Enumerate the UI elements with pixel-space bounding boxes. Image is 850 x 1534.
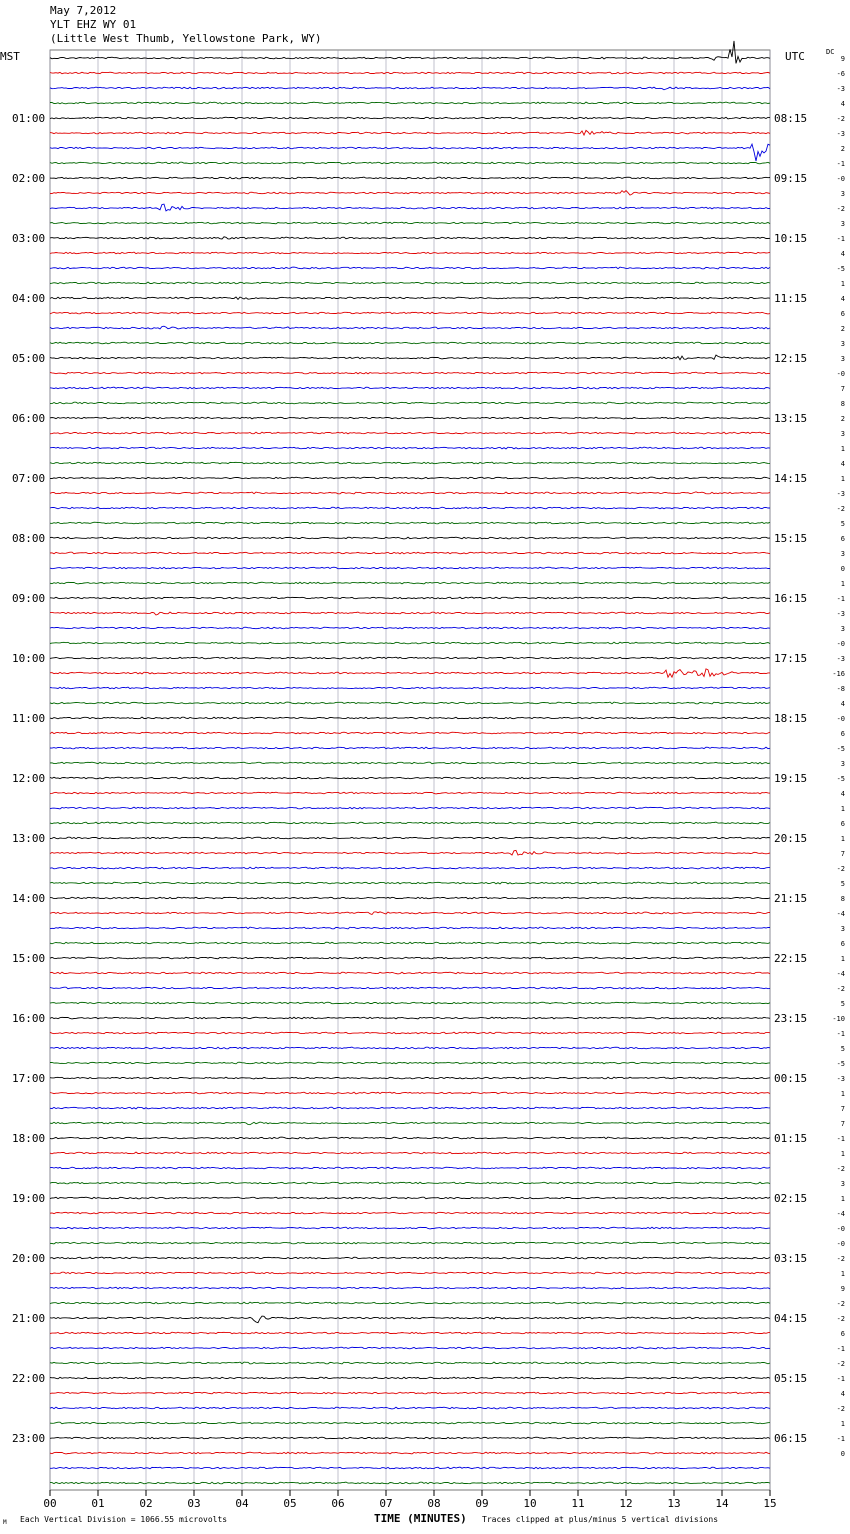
plot-grid [50, 50, 770, 1496]
seismic-traces [50, 41, 770, 1484]
trace-row [50, 1137, 770, 1139]
right-hour-label: 03:15 [774, 1252, 808, 1265]
trace-row [50, 326, 770, 329]
dc-offset-label: -3 [836, 490, 845, 498]
dc-offset-label: -0 [836, 640, 845, 648]
trace-row [50, 1467, 770, 1469]
dc-offset-label: -16 [832, 670, 845, 678]
dc-offset-label: -8 [836, 685, 845, 693]
trace-row [50, 777, 770, 779]
dc-offset-label: -6 [836, 70, 845, 78]
right-hour-label: 10:15 [774, 232, 808, 245]
right-hour-label: 17:15 [774, 652, 808, 665]
trace-row [50, 72, 770, 74]
dc-offset-label: 3 [840, 355, 845, 363]
right-hour-label: 11:15 [774, 292, 808, 305]
trace-row [50, 1212, 770, 1214]
dc-offset-label: 1 [840, 955, 845, 963]
dc-offset-label: -5 [836, 265, 845, 273]
dc-offset-label: -1 [836, 1345, 845, 1353]
dc-offset-label: 9 [840, 55, 845, 63]
trace-row [50, 1122, 770, 1125]
right-timezone-label: UTC [785, 50, 805, 63]
trace-row [50, 897, 770, 899]
left-hour-label: 08:00 [12, 532, 46, 545]
left-hour-label: 20:00 [12, 1252, 46, 1265]
dc-offset-label: 2 [840, 145, 845, 153]
x-tick-label: 08 [427, 1497, 441, 1510]
trace-row [50, 432, 770, 434]
x-tick-label: 02 [139, 1497, 153, 1510]
right-hour-label: 04:15 [774, 1312, 808, 1325]
right-hour-label: 01:15 [774, 1132, 808, 1145]
trace-row [50, 1482, 770, 1484]
trace-row [50, 972, 770, 974]
dc-offset-label: -5 [836, 775, 845, 783]
trace-row [50, 1077, 770, 1079]
trace-row [50, 1107, 770, 1109]
trace-row [50, 267, 770, 269]
x-tick-label: 04 [235, 1497, 249, 1510]
trace-row [50, 1152, 770, 1154]
left-hour-label: 17:00 [12, 1072, 46, 1085]
trace-row [50, 117, 770, 119]
dc-offset-label: -1 [836, 595, 845, 603]
right-hour-label: 09:15 [774, 172, 808, 185]
trace-row [50, 807, 770, 809]
dc-offset-label: 4 [840, 250, 845, 258]
plot-labels [12, 55, 845, 1510]
trace-row [50, 492, 770, 494]
right-hour-label: 02:15 [774, 1192, 808, 1205]
dc-offset-label: 6 [840, 1330, 845, 1338]
left-hour-label: 01:00 [12, 112, 46, 125]
dc-offset-label: 1 [840, 835, 845, 843]
trace-row [50, 102, 770, 104]
trace-row [50, 1197, 770, 1199]
left-hour-label: 15:00 [12, 952, 46, 965]
dc-offset-label: 1 [840, 280, 845, 288]
trace-row [50, 1316, 770, 1323]
x-tick-label: 03 [187, 1497, 201, 1510]
dc-offset-label: 1 [840, 1270, 845, 1278]
trace-row [50, 747, 770, 749]
right-hour-label: 23:15 [774, 1012, 808, 1025]
dc-offset-label: -2 [836, 1405, 845, 1413]
trace-row [50, 191, 770, 196]
trace-row [50, 402, 770, 404]
trace-row [50, 762, 770, 764]
dc-offset-label: -3 [836, 85, 845, 93]
dc-offset-label: 0 [840, 565, 845, 573]
dc-offset-label: -10 [832, 1015, 845, 1023]
trace-row [50, 597, 770, 599]
trace-row [50, 837, 770, 839]
trace-row [50, 1062, 770, 1064]
trace-row [50, 717, 770, 719]
dc-offset-label: 1 [840, 1420, 845, 1428]
trace-row [50, 1092, 770, 1094]
dc-offset-label: 1 [840, 1090, 845, 1098]
dc-offset-label: 6 [840, 730, 845, 738]
dc-offset-label: -5 [836, 1060, 845, 1068]
trace-row [50, 612, 770, 615]
trace-row [50, 1272, 770, 1274]
right-hour-label: 00:15 [774, 1072, 808, 1085]
dc-offset-label: 3 [840, 220, 845, 228]
left-hour-label: 07:00 [12, 472, 46, 485]
x-tick-label: 05 [283, 1497, 297, 1510]
scale-note: Each Vertical Division = 1066.55 microvolts [20, 1515, 228, 1524]
trace-row [50, 957, 770, 959]
left-hour-label: 16:00 [12, 1012, 46, 1025]
dc-offset-label: 4 [840, 1390, 845, 1398]
dc-offset-label: 1 [840, 805, 845, 813]
trace-row [50, 850, 770, 855]
dc-offset-label: 0 [840, 1450, 845, 1458]
left-hour-label: 06:00 [12, 412, 46, 425]
trace-row [50, 1422, 770, 1424]
dc-offset-label: -1 [836, 1030, 845, 1038]
dc-offset-label: -0 [836, 175, 845, 183]
dc-offset-label: 3 [840, 1180, 845, 1188]
trace-row [50, 1437, 770, 1439]
trace-row [50, 1332, 770, 1334]
dc-offset-label: -1 [836, 1435, 845, 1443]
x-tick-label: 13 [667, 1497, 681, 1510]
x-tick-label: 06 [331, 1497, 345, 1510]
left-hour-label: 10:00 [12, 652, 46, 665]
x-tick-label: 11 [571, 1497, 585, 1510]
dc-offset-label: -2 [836, 505, 845, 513]
trace-row [50, 687, 770, 689]
dc-offset-label: 4 [840, 700, 845, 708]
trace-row [50, 462, 770, 464]
x-tick-label: 09 [475, 1497, 489, 1510]
right-hour-label: 20:15 [774, 832, 808, 845]
trace-row [50, 1167, 770, 1169]
dc-offset-label: 1 [840, 445, 845, 453]
trace-row [50, 1227, 770, 1229]
dc-offset-label: 7 [840, 385, 845, 393]
dc-offset-label: 3 [840, 550, 845, 558]
right-hour-label: 15:15 [774, 532, 808, 545]
plot-frame [50, 50, 770, 1490]
dc-offset-label: -0 [836, 1225, 845, 1233]
x-tick-label: 14 [715, 1497, 729, 1510]
dc-offset-label: 8 [840, 400, 845, 408]
left-hour-label: 09:00 [12, 592, 46, 605]
dc-offset-label: -4 [836, 910, 845, 918]
trace-row [50, 1047, 770, 1049]
x-tick-label: 01 [91, 1497, 105, 1510]
dc-offset-label: -2 [836, 865, 845, 873]
trace-row [50, 355, 770, 360]
trace-row [50, 1017, 770, 1019]
dc-offset-label: 6 [840, 310, 845, 318]
x-tick-label: 00 [43, 1497, 57, 1510]
trace-row [50, 237, 770, 239]
trace-row [50, 177, 770, 179]
dc-offset-label: 9 [840, 1285, 845, 1293]
left-hour-label: 21:00 [12, 1312, 46, 1325]
trace-row [50, 882, 770, 884]
dc-offset-label: -4 [836, 970, 845, 978]
dc-offset-label: 3 [840, 625, 845, 633]
right-hour-label: 06:15 [774, 1432, 808, 1445]
trace-row [50, 87, 770, 90]
trace-row [50, 567, 770, 569]
trace-row [50, 1182, 770, 1184]
dc-offset-label: 3 [840, 340, 845, 348]
trace-row [50, 642, 770, 644]
trace-row [50, 1347, 770, 1349]
dc-offset-label: -0 [836, 370, 845, 378]
dc-offset-label: 7 [840, 1120, 845, 1128]
dc-offset-label: 2 [840, 415, 845, 423]
trace-row [50, 1392, 770, 1394]
trace-row [50, 144, 770, 161]
dc-offset-label: -2 [836, 115, 845, 123]
trace-row [50, 162, 770, 164]
right-hour-label: 08:15 [774, 112, 808, 125]
trace-row [50, 1362, 770, 1364]
trace-row [50, 792, 770, 794]
trace-row [50, 942, 770, 944]
x-axis-title: TIME (MINUTES) [374, 1512, 467, 1525]
trace-row [50, 927, 770, 929]
trace-row [50, 987, 770, 989]
trace-row [50, 130, 770, 135]
dc-offset-label: 1 [840, 580, 845, 588]
dc-offset-label: -3 [836, 655, 845, 663]
right-hour-label: 18:15 [774, 712, 808, 725]
left-hour-label: 19:00 [12, 1192, 46, 1205]
trace-row [50, 657, 770, 659]
chart-location: (Little West Thumb, Yellowstone Park, WY) [50, 32, 322, 45]
trace-row [50, 507, 770, 509]
dc-offset-label: -2 [836, 985, 845, 993]
trace-row [50, 222, 770, 224]
dc-offset-label: 5 [840, 520, 845, 528]
trace-row [50, 1287, 770, 1289]
left-hour-label: 05:00 [12, 352, 46, 365]
right-hour-label: 12:15 [774, 352, 808, 365]
trace-row [50, 447, 770, 449]
trace-row [50, 552, 770, 554]
left-hour-label: 13:00 [12, 832, 46, 845]
dc-offset-label: 5 [840, 880, 845, 888]
left-hour-label: 23:00 [12, 1432, 46, 1445]
trace-row [50, 387, 770, 389]
trace-row [50, 1407, 770, 1409]
trace-row [50, 1257, 770, 1259]
trace-row [50, 477, 770, 479]
trace-row [50, 1242, 770, 1244]
x-tick-label: 07 [379, 1497, 393, 1510]
trace-row [50, 1302, 770, 1304]
x-tick-label: 10 [523, 1497, 537, 1510]
trace-row [50, 204, 770, 211]
dc-offset-header: DC [826, 48, 835, 56]
dc-offset-label: 3 [840, 925, 845, 933]
trace-row [50, 702, 770, 704]
dc-offset-label: 1 [840, 475, 845, 483]
dc-offset-label: 4 [840, 295, 845, 303]
dc-offset-label: 4 [840, 790, 845, 798]
left-hour-label: 03:00 [12, 232, 46, 245]
corner-mark: M [3, 1519, 7, 1526]
trace-row [50, 912, 770, 915]
dc-offset-label: -3 [836, 610, 845, 618]
chart-station: YLT EHZ WY 01 [50, 18, 137, 31]
dc-offset-label: -2 [836, 1255, 845, 1263]
dc-offset-label: 5 [840, 1045, 845, 1053]
right-hour-label: 13:15 [774, 412, 808, 425]
dc-offset-label: 3 [840, 430, 845, 438]
trace-row [50, 1452, 770, 1454]
dc-offset-label: -4 [836, 1210, 845, 1218]
dc-offset-label: -2 [836, 1165, 845, 1173]
left-hour-label: 22:00 [12, 1372, 46, 1385]
dc-offset-label: -2 [836, 1360, 845, 1368]
dc-offset-label: -3 [836, 1075, 845, 1083]
left-hour-label: 11:00 [12, 712, 46, 725]
trace-row [50, 252, 770, 254]
dc-offset-label: -2 [836, 1315, 845, 1323]
dc-offset-label: 6 [840, 940, 845, 948]
dc-offset-label: -5 [836, 745, 845, 753]
dc-offset-label: 7 [840, 1105, 845, 1113]
trace-row [50, 822, 770, 824]
trace-row [50, 582, 770, 584]
left-hour-label: 04:00 [12, 292, 46, 305]
x-tick-label: 15 [763, 1497, 777, 1510]
dc-offset-label: 1 [840, 1195, 845, 1203]
dc-offset-label: 3 [840, 190, 845, 198]
trace-row [50, 1032, 770, 1034]
trace-row [50, 41, 770, 64]
dc-offset-label: -0 [836, 715, 845, 723]
right-hour-label: 22:15 [774, 952, 808, 965]
trace-row [50, 297, 770, 299]
trace-row [50, 522, 770, 524]
right-hour-label: 14:15 [774, 472, 808, 485]
dc-offset-label: 6 [840, 535, 845, 543]
dc-offset-label: -2 [836, 1300, 845, 1308]
dc-offset-label: -1 [836, 1375, 845, 1383]
dc-offset-label: -3 [836, 130, 845, 138]
dc-offset-label: -0 [836, 1240, 845, 1248]
dc-offset-label: 1 [840, 1150, 845, 1158]
trace-row [50, 372, 770, 374]
trace-row [50, 867, 770, 869]
right-hour-label: 19:15 [774, 772, 808, 785]
dc-offset-label: 3 [840, 760, 845, 768]
trace-row [50, 669, 770, 677]
dc-offset-label: 7 [840, 850, 845, 858]
dc-offset-label: 4 [840, 100, 845, 108]
dc-offset-label: 6 [840, 820, 845, 828]
dc-offset-label: 2 [840, 325, 845, 333]
dc-offset-label: -2 [836, 205, 845, 213]
trace-row [50, 417, 770, 419]
trace-row [50, 627, 770, 629]
chart-date: May 7,2012 [50, 4, 117, 17]
right-hour-label: 16:15 [774, 592, 808, 605]
trace-row [50, 282, 770, 284]
dc-offset-label: -1 [836, 235, 845, 243]
left-hour-label: 14:00 [12, 892, 46, 905]
left-hour-label: 12:00 [12, 772, 46, 785]
dc-offset-label: 4 [840, 460, 845, 468]
trace-row [50, 312, 770, 314]
trace-row [50, 342, 770, 344]
left-hour-label: 02:00 [12, 172, 46, 185]
left-timezone-label: MST [0, 50, 20, 63]
dc-offset-label: 5 [840, 1000, 845, 1008]
left-hour-label: 18:00 [12, 1132, 46, 1145]
x-tick-label: 12 [619, 1497, 633, 1510]
dc-offset-label: 8 [840, 895, 845, 903]
dc-offset-label: -1 [836, 1135, 845, 1143]
clip-note: Traces clipped at plus/minus 5 vertical divisions [482, 1515, 719, 1524]
trace-row [50, 732, 770, 734]
dc-offset-label: -1 [836, 160, 845, 168]
trace-row [50, 537, 770, 539]
right-hour-label: 05:15 [774, 1372, 808, 1385]
right-hour-label: 21:15 [774, 892, 808, 905]
trace-row [50, 1377, 770, 1379]
trace-row [50, 1002, 770, 1004]
